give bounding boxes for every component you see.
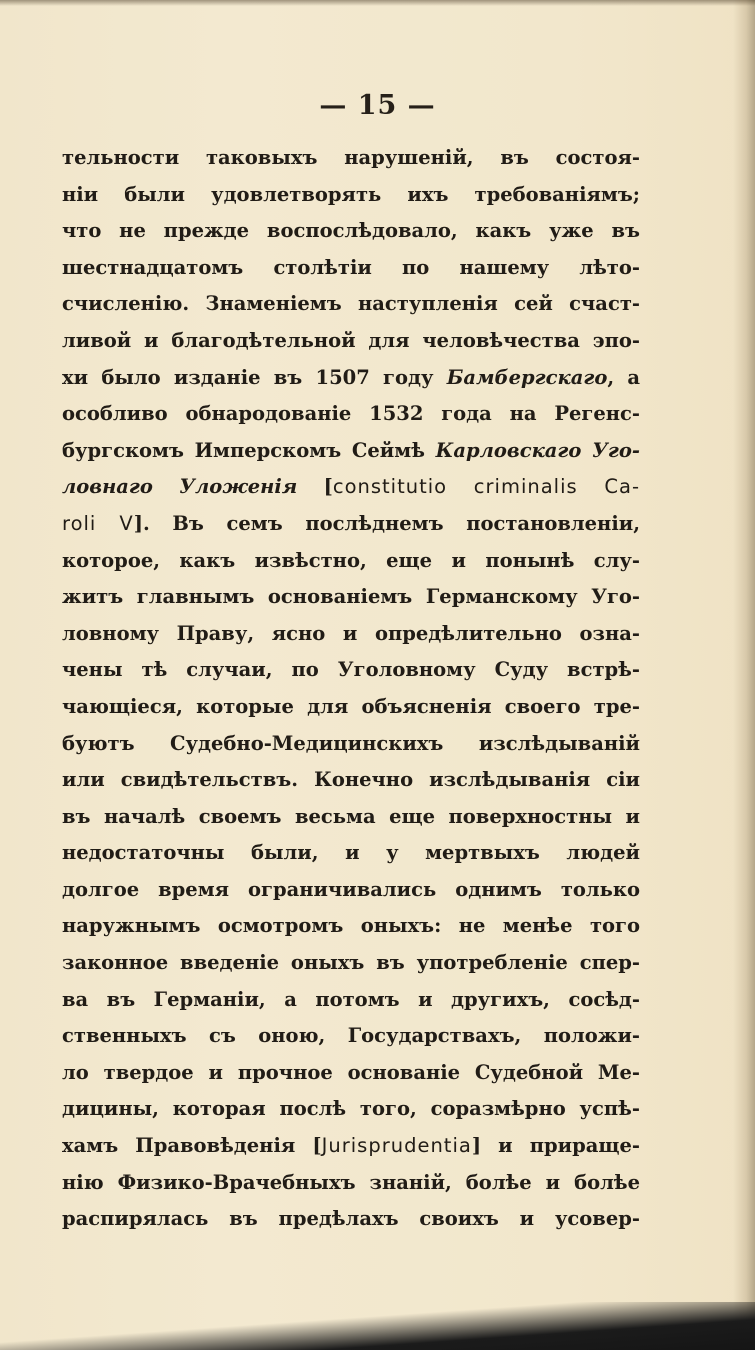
latin-term: constitutio criminalis Ca-: [332, 475, 640, 499]
text-line: которое, какъ извѣстно, еще и понынѣ слу-: [62, 548, 640, 572]
text-line: ло твердое и прочное основаніе Судебной Ме-: [62, 1060, 640, 1084]
text-line: долгое время ограничивались однимъ только: [62, 877, 640, 901]
text-line: житъ главнымъ основаніемъ Германскому Уго-: [62, 585, 640, 609]
page-gutter-shadow: [733, 0, 755, 1350]
italic-term: Карловскаго Уго-: [435, 438, 640, 462]
text-line: roli V]. Въ семъ послѣднемъ постановленіи,: [62, 511, 640, 535]
text-line: ніи были удовлетворять ихъ требованіямъ;: [62, 182, 640, 206]
text-line: въ началѣ своемъ весьма еще поверхностны и: [62, 804, 640, 828]
text-line: дицины, которая послѣ того, соразмѣрно успѣ-: [62, 1097, 640, 1121]
text-line: бургскомъ Имперскомъ Сеймѣ Карловскаго Уго-: [62, 438, 640, 462]
text-line: тельности таковыхъ нарушеній, въ состоя-: [62, 146, 640, 169]
text-line: распирялась въ предѣлахъ своихъ и усовер-: [62, 1207, 640, 1231]
text-line: хи было изданіе въ 1507 году Бамбергскаго, а: [62, 365, 640, 389]
text-line: ловному Праву, ясно и опредѣлительно озна-: [62, 621, 640, 645]
body-text: [62, 140, 640, 1238]
latin-term: Jurisprudentia: [321, 1134, 472, 1158]
text-line: чающіеся, которые для объясненія своего тре-: [62, 694, 640, 718]
italic-term: Бамбергскаго: [446, 365, 608, 389]
text-line: ва въ Германіи, а потомъ и другихъ, сосѣд-: [62, 987, 640, 1011]
text-line: наружнымъ осмотромъ оныхъ: не менѣе того: [62, 914, 640, 938]
text-line: шестнадцатомъ столѣтіи по нашему лѣто-: [62, 255, 640, 279]
text-line: ственныхъ съ оною, Государствахъ, положи-: [62, 1024, 640, 1048]
text-line: особливо обнародованіе 1532 года на Регенс-: [62, 402, 640, 426]
text-line: нію Физико-Врачебныхъ знаній, болѣе и болѣе: [62, 1170, 640, 1194]
text-line: законное введеніе оныхъ въ употребленіе спер-: [62, 951, 640, 975]
text-line: недостаточны были, и у мертвыхъ людей: [62, 841, 640, 865]
text-line: или свидѣтельствъ. Конечно изслѣдыванія сіи: [62, 768, 640, 792]
latin-term: roli V: [62, 511, 134, 535]
text-line: буютъ Судебно-Медицинскихъ изслѣдываній: [62, 731, 640, 755]
page-top-shadow: [0, 0, 755, 6]
text-line: ливой и благодѣтельной для человѣчества эпо-: [62, 328, 640, 352]
text-line: хамъ Правовѣденія [Jurisprudentia] и приращe-: [62, 1134, 640, 1158]
page-number: — 15 —: [319, 90, 436, 121]
italic-term: ловнаго Уложенія: [62, 475, 298, 499]
text-line: счисленію. Знаменіемъ наступленія сей счаст-: [62, 292, 640, 316]
page-bottom-edge: [0, 1302, 755, 1350]
text-line: ловнаго Уложенія [constitutio criminalis Ca-: [62, 475, 640, 499]
text-line: чены тѣ случаи, по Уголовному Суду встрѣ-: [62, 658, 640, 682]
text-line: что не прежде воспослѣдовало, какъ уже въ: [62, 219, 640, 243]
